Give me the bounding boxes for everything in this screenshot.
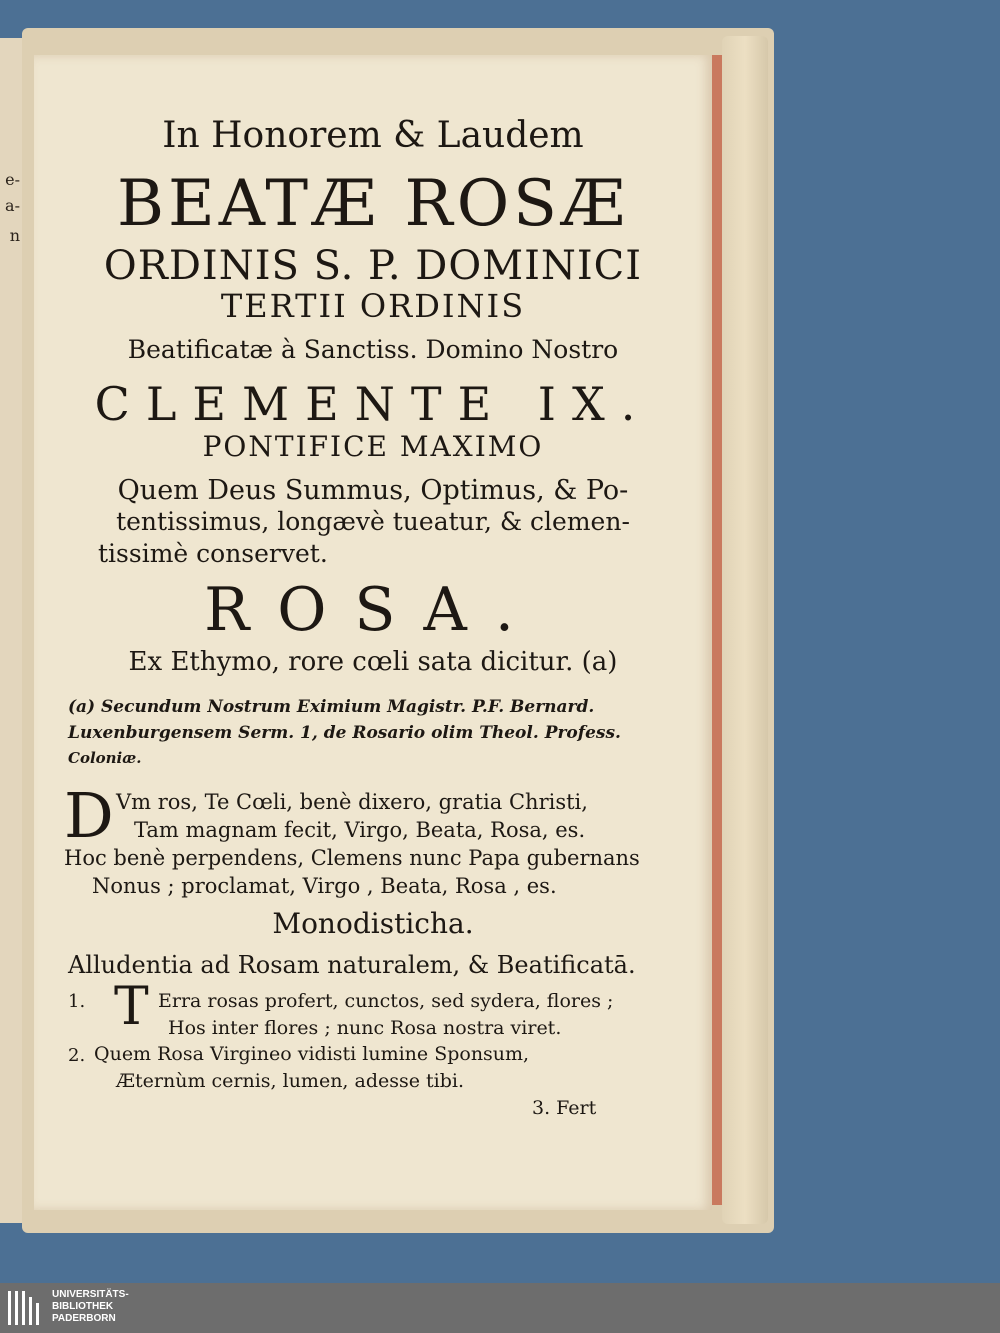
- heading-beatificatae: Beatificatæ à Sanctiss. Domino Nostro: [127, 335, 619, 364]
- catchword: 3. Fert: [532, 1097, 597, 1119]
- distich-dropcap: T: [114, 977, 149, 1037]
- left-page-fragment: a-: [5, 196, 20, 215]
- footnote-line: Coloniæ.: [68, 749, 142, 767]
- verse-line: Vm ros, Te Cœli, benè dixero, gratia Christi,: [116, 790, 588, 814]
- verse-line: Tam magnam fecit, Virgo, Beata, Rosa, es.: [134, 818, 586, 842]
- rosa-title: ROSA.: [204, 575, 542, 645]
- footnote-line: Luxenburgensem Serm. 1, de Rosario olim Theol. Profess.: [68, 723, 621, 743]
- distich-number: 1.: [68, 991, 86, 1012]
- etymology-line: Ex Ethymo, rore cœli sata dicitur. (a): [128, 647, 618, 677]
- distich-line: Hos inter flores ; nunc Rosa nostra viret.: [168, 1017, 562, 1039]
- library-footer-bar: [0, 1283, 1000, 1333]
- verse-line: Nonus ; proclamat, Virgo , Beata, Rosa , es.: [92, 874, 557, 898]
- library-name-line: PADERBORN: [52, 1313, 116, 1324]
- distich-line: Erra rosas profert, cunctos, sed sydera, flores ;: [158, 990, 614, 1012]
- library-name-line: UNIVERSITÄTS-: [52, 1289, 129, 1300]
- library-logo-text: [52, 1289, 129, 1325]
- section-title: Monodisticha.: [272, 907, 474, 940]
- section-subtitle: Alludentia ad Rosam naturalem, & Beatificatā.: [68, 951, 636, 979]
- heading-tertii-ordinis: TERTII ORDINIS: [220, 287, 526, 325]
- vellum-binding: [722, 36, 768, 1224]
- distich-line: Quem Rosa Virgineo vidisti lumine Sponsum,: [94, 1043, 530, 1065]
- distich-line: Æternùm cernis, lumen, adesse tibi.: [116, 1070, 465, 1092]
- left-page-fragment: e-: [5, 170, 20, 189]
- title-page: [34, 55, 712, 1210]
- left-page-fragment: n: [9, 226, 20, 245]
- heading-pontifice-maximo: PONTIFICE MAXIMO: [202, 430, 544, 463]
- footnote-line: (a) Secundum Nostrum Eximium Magistr. P.F. Bernard.: [68, 697, 595, 717]
- library-name-line: BIBLIOTHEK: [52, 1301, 114, 1312]
- heading-ordinis-dominici: ORDINIS S. P. DOMINICI: [103, 243, 643, 289]
- dedication-line: tentissimus, longævè tueatur, & clemen-: [116, 507, 630, 536]
- dedication-line: tissimè conservet.: [98, 539, 328, 568]
- heading-clemente-ix: CLEMENTE IX.: [94, 377, 652, 431]
- verse-dropcap: D: [64, 779, 114, 852]
- heading-in-honorem: In Honorem & Laudem: [162, 115, 584, 156]
- dedication-line: Quem Deus Summus, Optimus, & Po-: [117, 475, 629, 506]
- library-logo-icon: [8, 1291, 46, 1325]
- heading-beatae-rosae: BEATÆ ROSÆ: [116, 167, 630, 241]
- verse-line: Hoc benè perpendens, Clemens nunc Papa gubernans: [64, 846, 640, 870]
- distich-number: 2.: [68, 1045, 86, 1066]
